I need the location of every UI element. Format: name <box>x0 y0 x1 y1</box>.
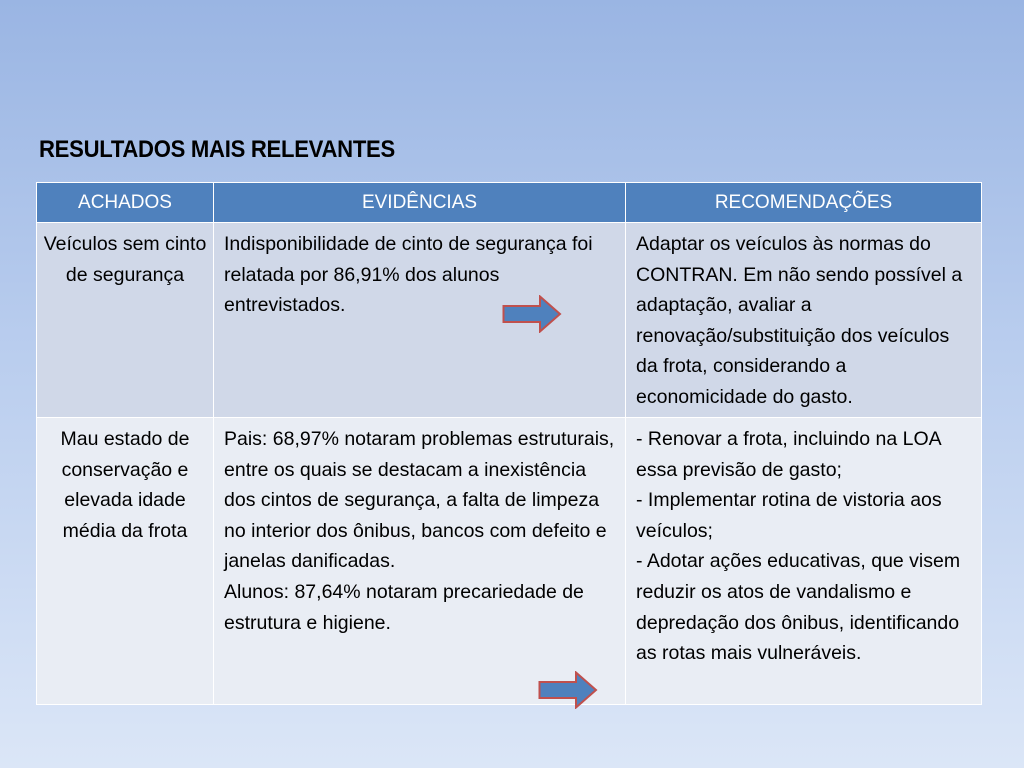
results-table <box>36 182 982 705</box>
recomendacao-cell: Adaptar os veículos às normas do CONTRAN. Em não sendo possível a adaptação, avaliar a renovação/substituição dos veículos da frota, considerando a economicidade do gasto. <box>626 223 982 418</box>
table-row <box>37 418 982 705</box>
slide-title: RESULTADOS MAIS RELEVANTES <box>39 136 395 163</box>
header-recomendacoes: RECOMENDAÇÕES <box>626 183 982 223</box>
header-achados: ACHADOS <box>37 183 214 223</box>
evidencia-cell: Indisponibilidade de cinto de segurança foi relatada por 86,91% dos alunos entrevistados. <box>214 223 626 418</box>
recomendacao-cell: - Renovar a frota, incluindo na LOA essa previsão de gasto; - Implementar rotina de vistoria aos veículos; - Adotar ações educativas, que visem reduzir os atos de vandalismo e depredação dos ônibus, identificando as rotas mais vulneráveis. <box>626 418 982 705</box>
header-evidencias: EVIDÊNCIAS <box>214 183 626 223</box>
arrow-right-icon <box>502 295 562 333</box>
achado-cell: Mau estado de conservação e elevada idade média da frota <box>37 418 214 705</box>
table-header-row <box>37 183 982 223</box>
achado-cell: Veículos sem cinto de segurança <box>37 223 214 418</box>
evidencia-cell: Pais: 68,97% notaram problemas estruturais, entre os quais se destacam a inexistência dos cintos de segurança, a falta de limpeza no interior dos ônibus, bancos com defeito e janelas danificadas. Alunos: 87,64% notaram precariedade de estrutura e higiene. <box>214 418 626 705</box>
arrow-right-icon <box>538 671 598 709</box>
